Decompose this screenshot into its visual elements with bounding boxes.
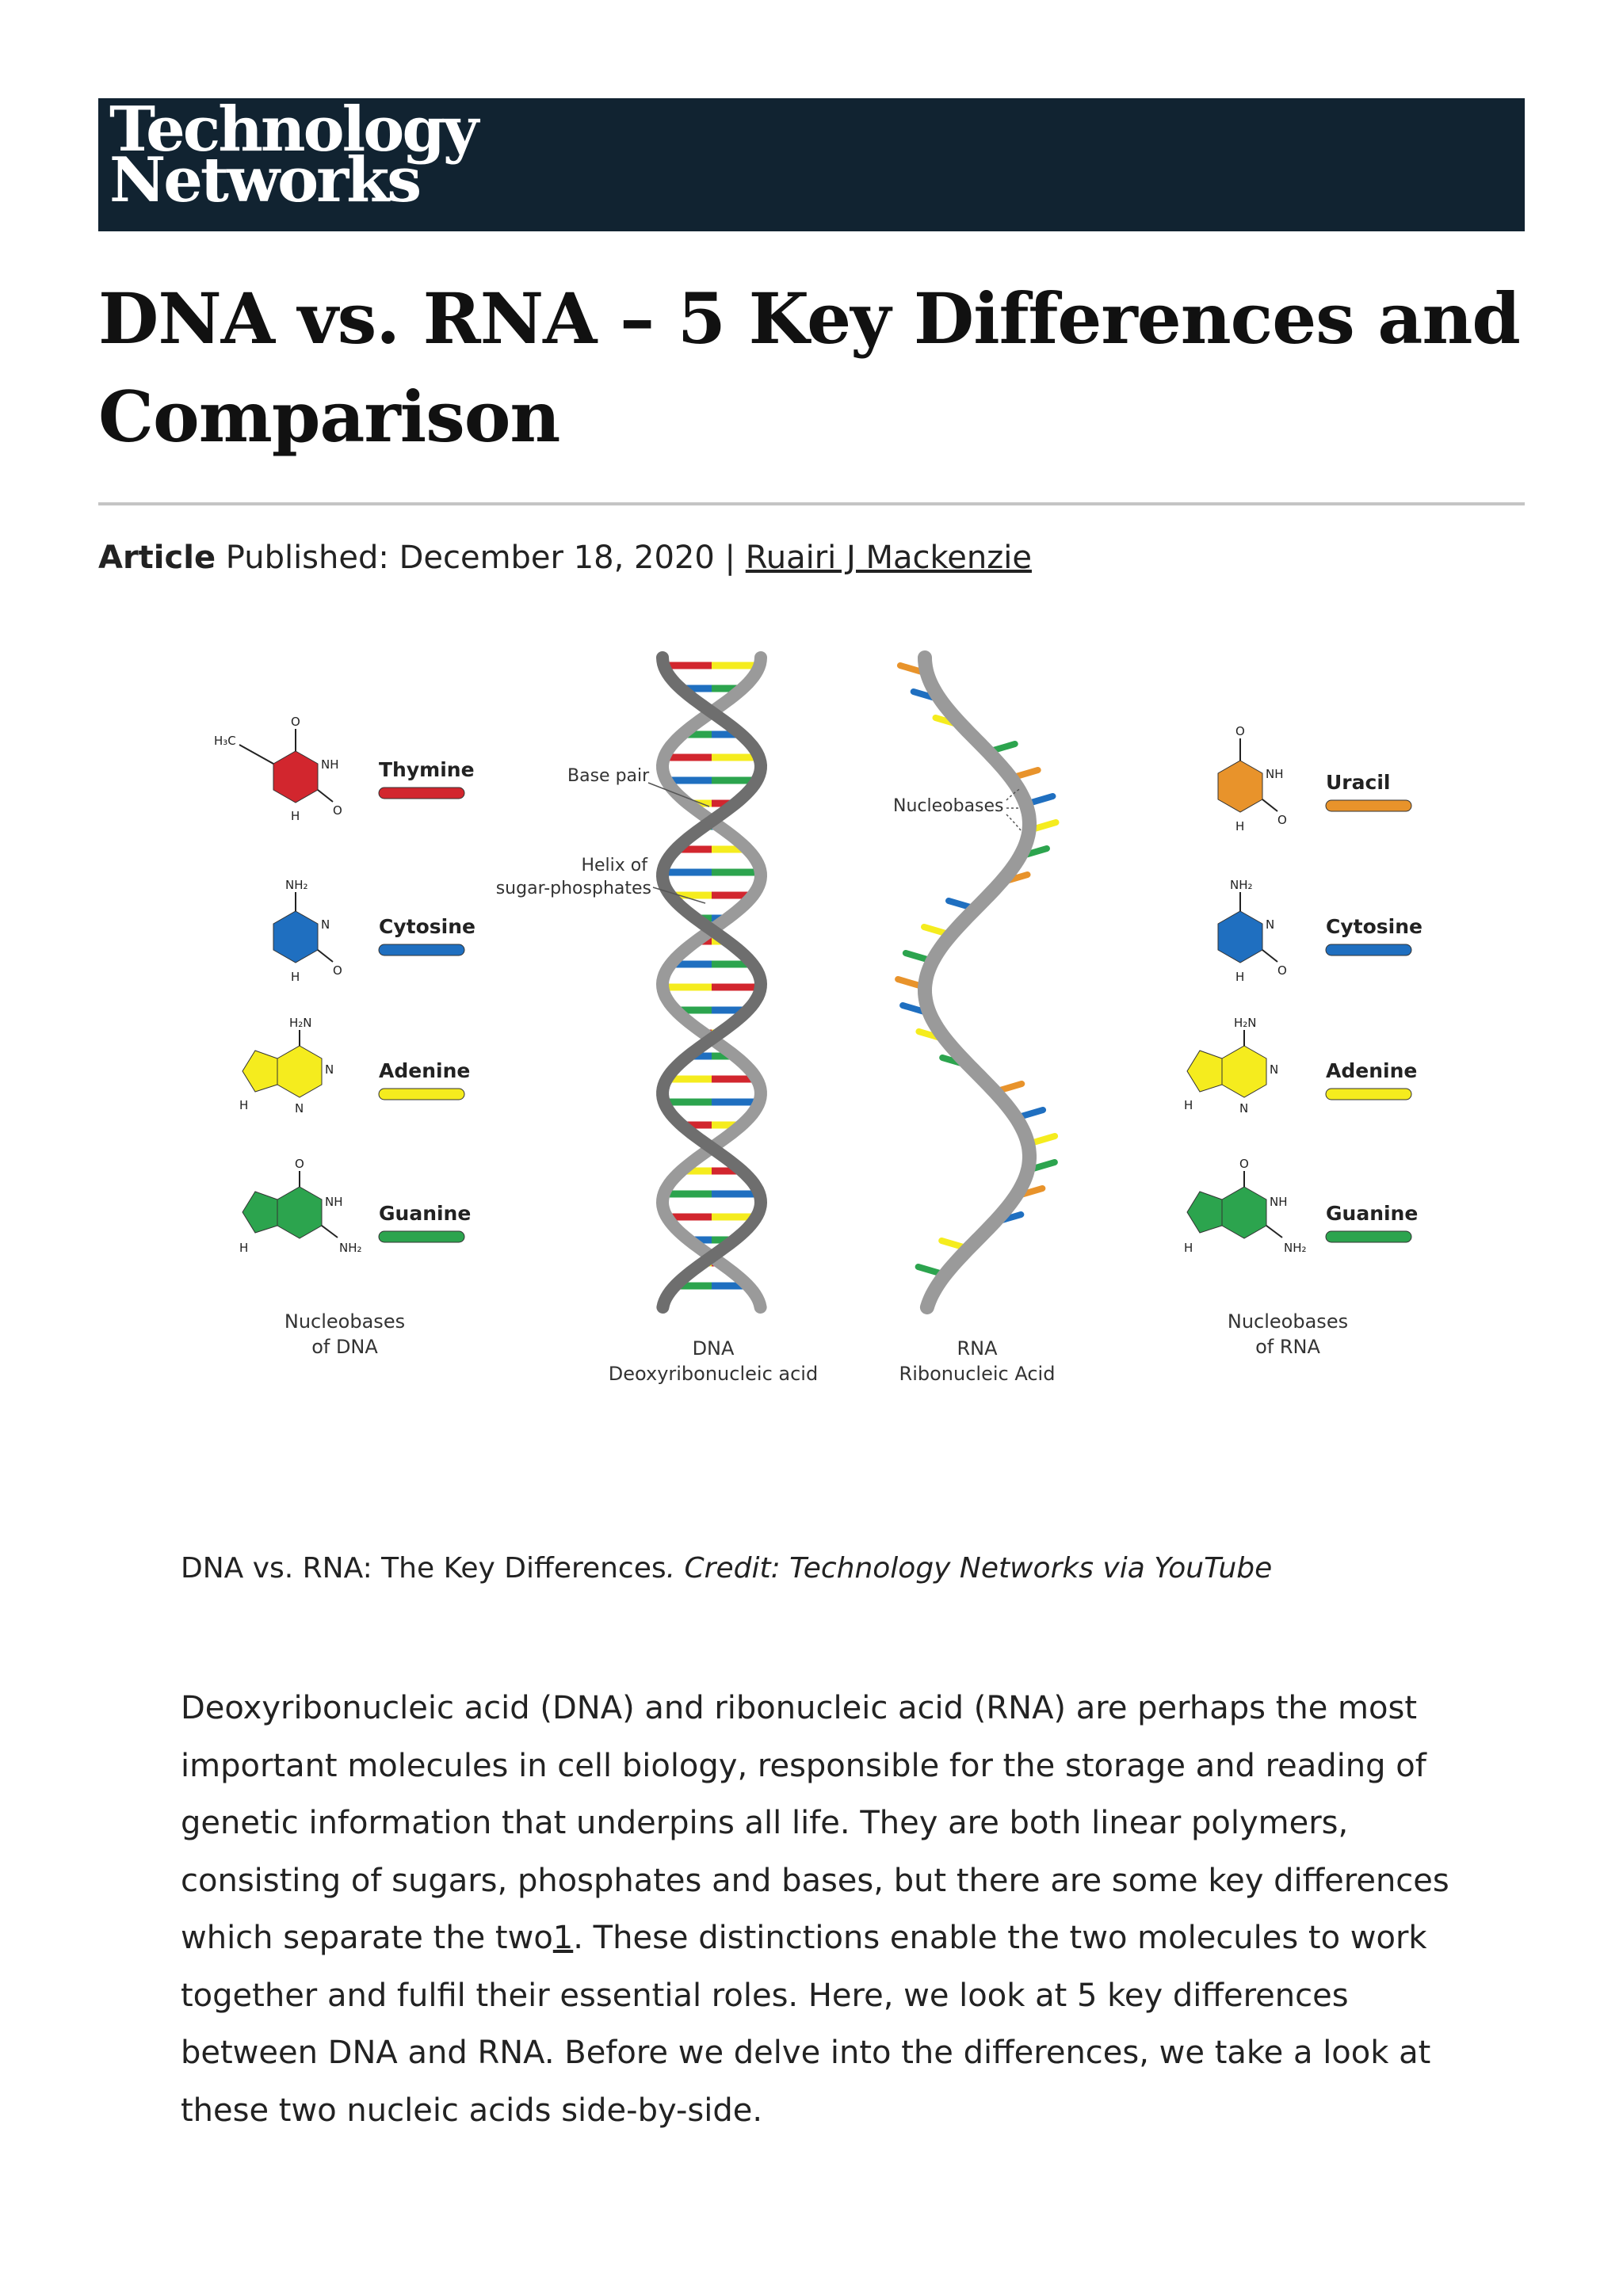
dna-subtitle: Deoxyribonucleic acid [608,1363,819,1385]
atom-label: H [239,1098,249,1112]
atom-label: NH₂ [1230,878,1253,892]
dna-ring-2 [273,911,318,963]
site-header [98,93,1525,231]
atom-label: NH₂ [285,878,308,892]
atom-label: O [333,963,342,978]
rna-ring-2 [1218,911,1262,963]
thymine-label: Thymine [379,758,475,781]
dna-title: DNA [692,1337,735,1360]
helix-annotation-line1: Helix of [581,856,647,875]
author-link[interactable]: Ruairi J Mackenzie [745,540,1032,576]
uracil-structure [1218,724,1287,833]
publish-date: Published: December 18, 2020 [225,540,715,576]
cytosine-structure [273,878,342,984]
dna-ring-3b [242,1051,277,1092]
rna-bases-caption-2: of RNA [1255,1336,1320,1358]
atom-label: NH [1266,767,1284,781]
atom-label: NH₂ [339,1241,362,1255]
article-type: Article [98,540,216,576]
atom-label: NH₂ [1284,1241,1307,1255]
base-pair-annotation: Base pair [567,766,650,786]
rna-ring-3b [1187,1051,1222,1092]
title-divider [98,502,1525,505]
dna-bases-caption-1: Nucleobases [284,1310,406,1333]
site-logo[interactable] [109,93,477,216]
atom-label: O [1277,963,1287,978]
logo-line-1: Technology [109,93,477,166]
intro-paragraph [181,1680,1488,2139]
atom-label: N [325,1062,334,1077]
intro-text-1: Deoxyribonucleic acid (DNA) and ribonucleic acid (RNA) are perhaps the most important molecules in cell biology, responsible for the storage and reading of genetic information that underpins all life. They are both linear polymers, consisting of sugars, phosphates and bases, but there are some key differences which separate the two [181,1690,1449,1956]
caption-credit: . Credit: Technology Networks via YouTube [666,1552,1273,1585]
dna-helix [663,658,761,1307]
dna-adenine-label: Adenine [379,1059,471,1082]
atom-label: NH [325,1195,343,1209]
rna-guanine-label: Guanine [1326,1202,1419,1225]
guanine-structure [239,1157,362,1255]
rna-ring-4b [1187,1192,1222,1233]
rna-subtitle: Ribonucleic Acid [899,1363,1056,1385]
rna-cytosine-label: Cytosine [1326,915,1423,938]
dna-ring-4 [277,1187,322,1238]
atom-label: H₃C [214,734,236,748]
atom-label: O [1239,1157,1249,1171]
atom-label: O [291,715,300,729]
adenine-structure [239,1016,334,1116]
article-title: DNA vs. RNA – 5 Key Differences and Comparison [98,277,1520,458]
atom-label: N [295,1101,304,1116]
dna-cytosine-label: Cytosine [379,915,475,938]
reference-link[interactable]: 1 [552,1920,574,1956]
atom-label: O [1235,724,1245,738]
nucleobases-annotation: Nucleobases [893,796,1004,816]
atom-label: H [1235,819,1245,833]
logo-line-2: Networks [109,144,420,216]
rna-bases-caption-1: Nucleobases [1227,1310,1349,1333]
rna-cytosine-structure [1218,878,1287,984]
rna-strand [898,658,1056,1307]
rna-adenine-bar [1326,1089,1411,1100]
rna-adenine-label: Adenine [1326,1059,1418,1082]
atom-label: H [291,809,300,823]
atom-label: H [1235,970,1245,984]
dna-cytosine-bar [379,944,464,955]
atom-label: N [1266,917,1275,932]
dna-rna-figure [182,642,1450,1402]
atom-label: NH [321,757,339,772]
caption-text: DNA vs. RNA: The Key Differences [181,1552,666,1585]
dna-guanine-bar [379,1231,464,1242]
rna-cytosine-bar [1326,944,1411,955]
rna-ring-3 [1222,1046,1266,1097]
dna-adenine-bar [379,1089,464,1100]
atom-label: O [1277,813,1287,827]
uracil-bar [1326,800,1411,811]
thymine-bar [379,788,464,799]
meta-separator: | [724,540,736,576]
thymine-structure [214,715,342,823]
dna-guanine-label: Guanine [379,1202,472,1225]
atom-label: NH [1270,1195,1288,1209]
uracil-label: Uracil [1326,771,1391,794]
atom-label: O [295,1157,304,1171]
atom-label: O [333,803,342,818]
atom-label: H₂N [289,1016,312,1030]
intro-text-2: . These distinctions enable the two molecules to work together and fulfil their essential roles. Here, we look at 5 key differences between DNA and RNA. Before we delve into the differences, we take a look at these two nucleic acids side-by-side. [181,1920,1431,2129]
rna-title: RNA [957,1337,998,1360]
rna-guanine-bar [1326,1231,1411,1242]
atom-label: H [1184,1241,1193,1255]
article-meta [98,536,1032,580]
figure-caption [181,1549,1272,1589]
rna-ring-4 [1222,1187,1266,1238]
atom-label: H [1184,1098,1193,1112]
rna-adenine-structure [1184,1016,1278,1116]
dna-ring-3 [277,1046,322,1097]
atom-label: N [1270,1062,1279,1077]
rna-ring-1 [1218,761,1262,812]
atom-label: N [321,917,330,932]
dna-ring-4b [242,1192,277,1233]
atom-label: H [239,1241,249,1255]
atom-label: H₂N [1234,1016,1257,1030]
atom-label: H [291,970,300,984]
rna-guanine-structure [1184,1157,1307,1255]
dna-bases-caption-2: of DNA [311,1336,378,1358]
atom-label: N [1239,1101,1249,1116]
dna-ring-1 [273,751,318,803]
helix-annotation-line2: sugar-phosphates [495,879,651,898]
